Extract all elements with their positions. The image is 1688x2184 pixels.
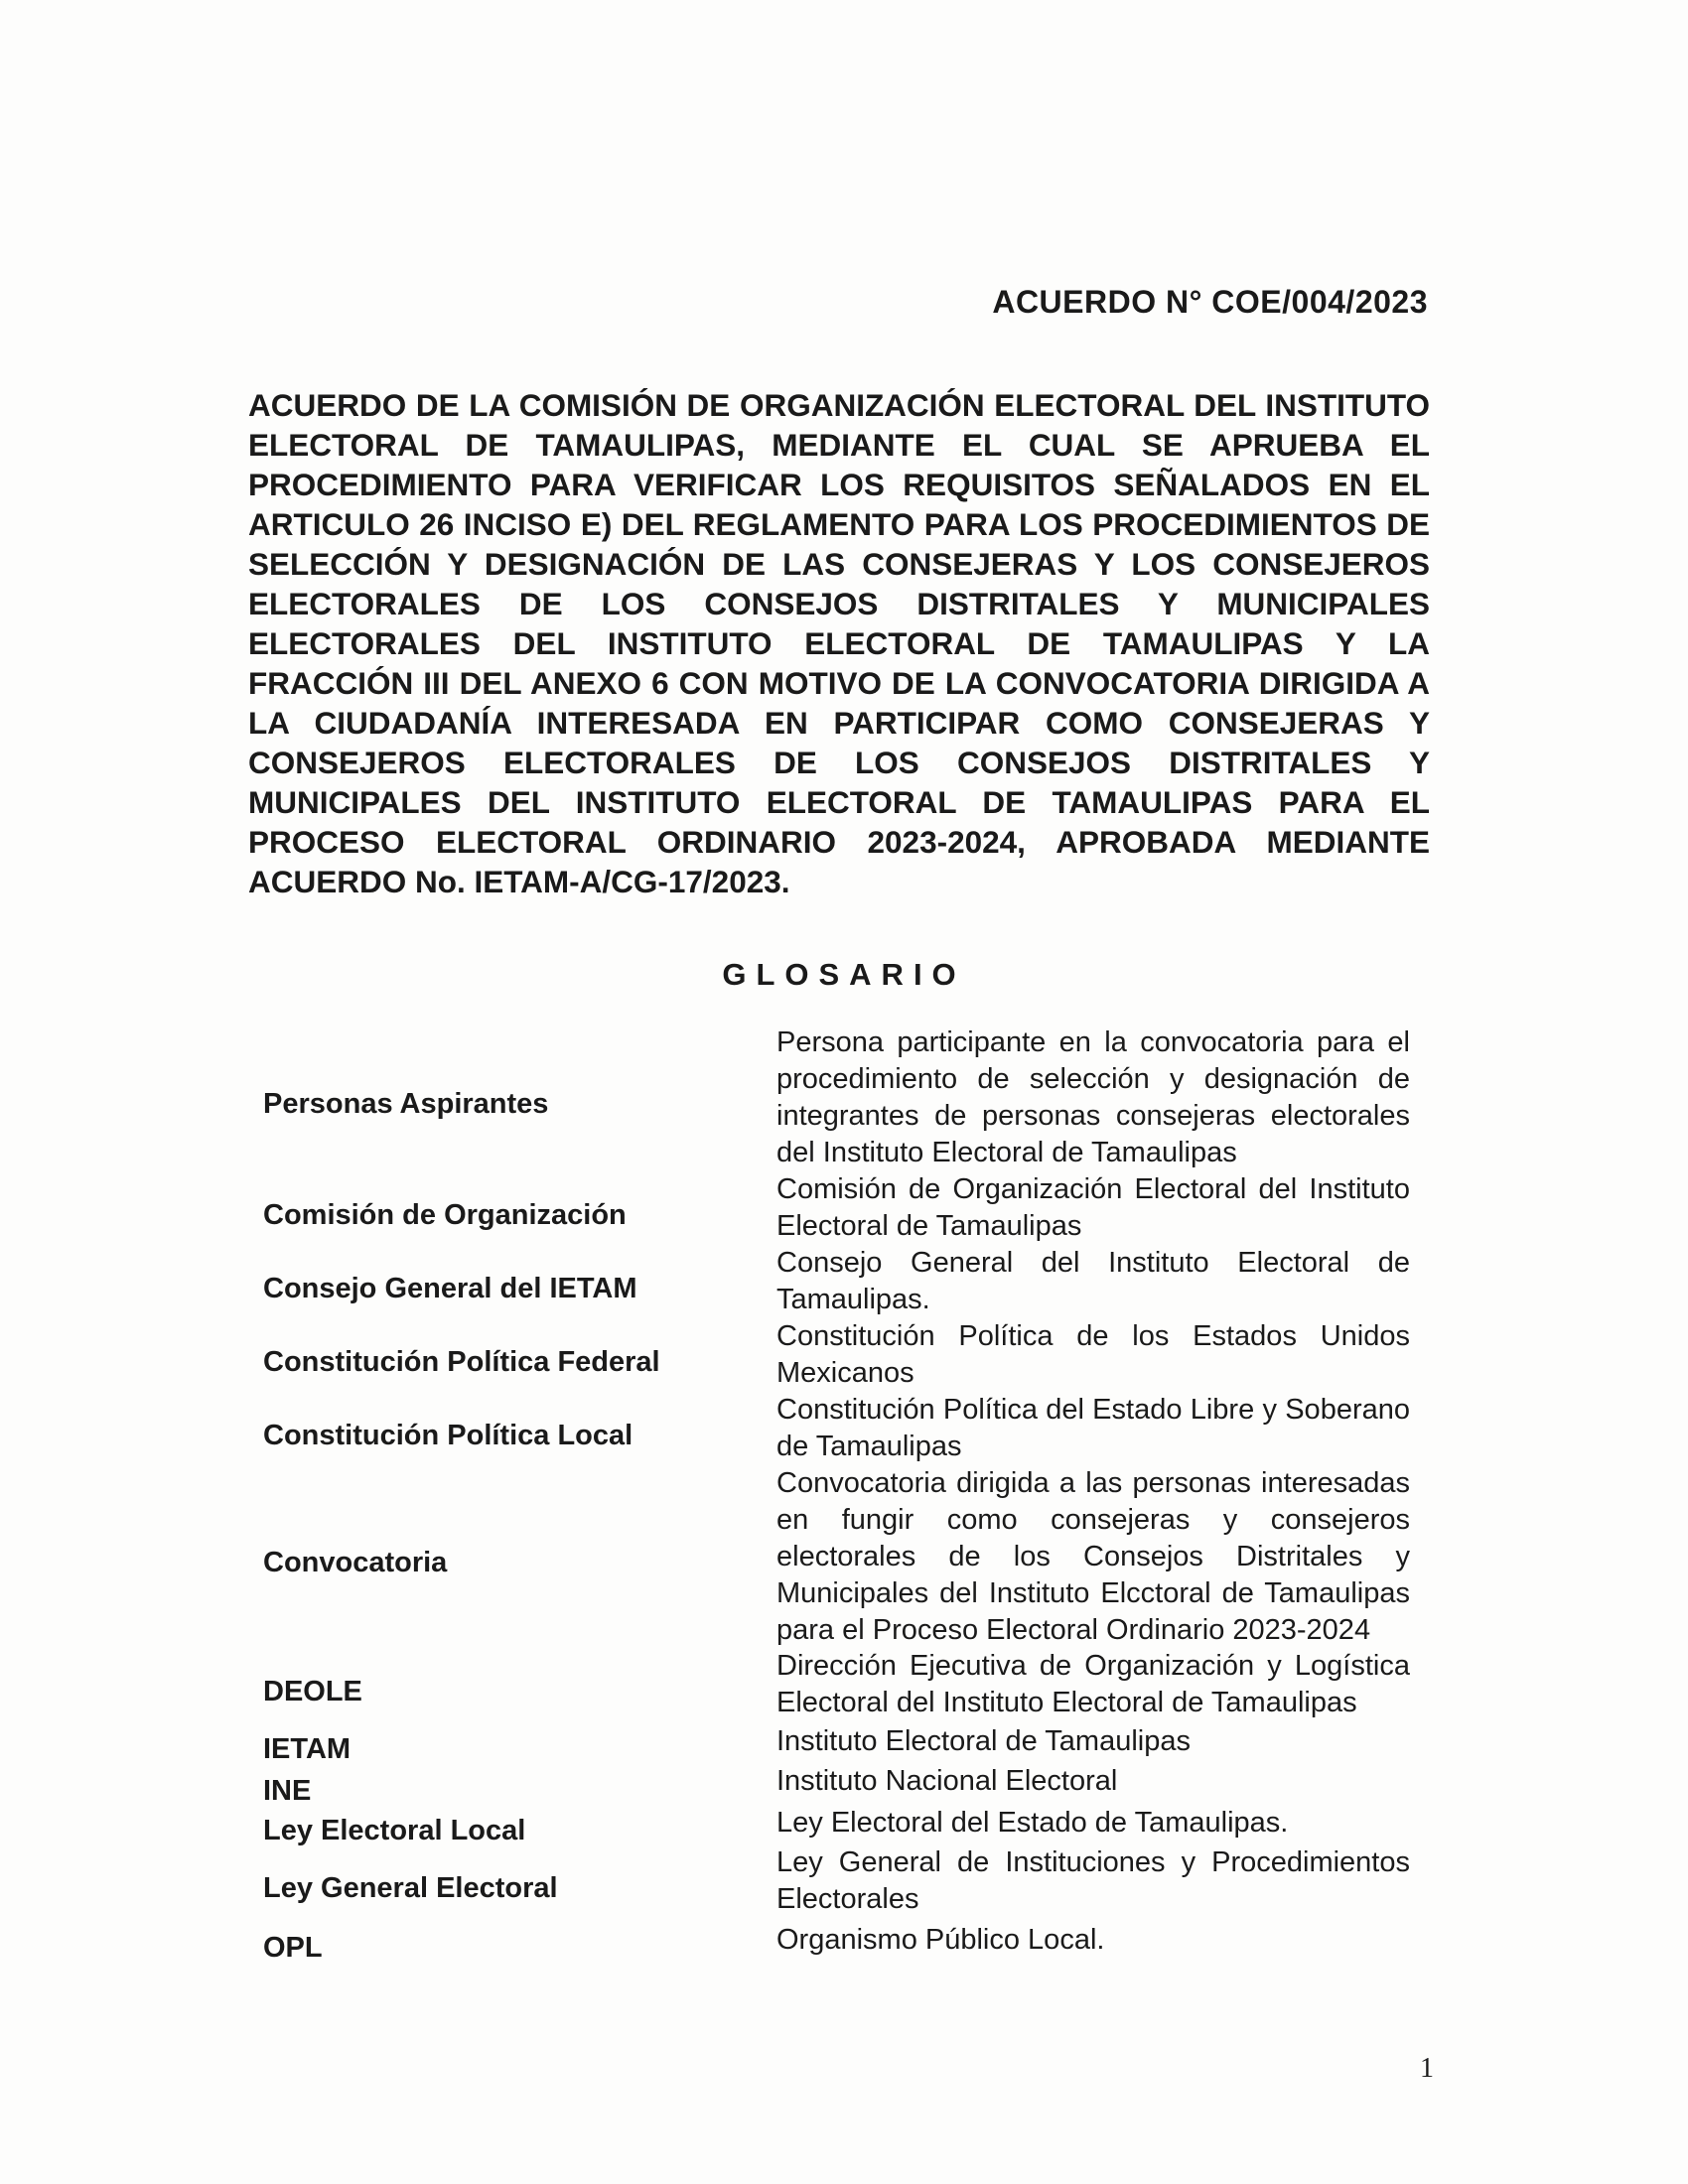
glossary-definition: Comisión de Organización Electoral del Instituto Electoral de Tamaulipas [776,1173,1410,1242]
glossary-definition: Convocatoria dirigida a las personas interesadas en fungir como consejeras y consejeros electorales de los Consejos Distritales y Municipales del Instituto Elcctoral de Tamaulipas para el Proceso Electoral Ordinario 2023-2024 [776,1467,1410,1646]
glossary-term: INE [263,1775,312,1807]
glossary-definition: Instituto Electoral de Tamaulipas [776,1725,1191,1757]
agreement-number: ACUERDO N° COE/004/2023 [992,284,1428,320]
glossary-term: Ley Electoral Local [263,1815,526,1846]
page-number: 1 [1420,2053,1434,2084]
glossary-definition: Constitución Política de los Estados Unidos Mexicanos [776,1320,1410,1389]
glossary-term: Convocatoria [263,1547,448,1578]
glossary-term: Constitución Política Federal [263,1346,660,1378]
glossary-definition: Organismo Público Local. [776,1924,1105,1956]
glossary-heading: GLOSARIO [722,957,966,992]
glossary-term: Comisión de Organización [263,1199,627,1231]
glossary-definition: Ley General de Instituciones y Procedimientos Electorales [776,1846,1410,1915]
glossary-definition: Constitución Política del Estado Libre y Soberano de Tamaulipas [776,1394,1410,1462]
glossary-definition: Persona participante en la convocatoria para el procedimiento de selección y designación de integrantes de personas consejeras electorales del Instituto Electoral de Tamaulipas [776,1026,1410,1168]
glossary-definition: Consejo General del Instituto Electoral de Tamaulipas. [776,1247,1410,1315]
glossary-definition: Instituto Nacional Electoral [776,1765,1118,1797]
glossary-term: DEOLE [263,1676,362,1707]
glossary-definition: Ley Electoral del Estado de Tamaulipas. [776,1807,1289,1839]
glossary-term: Personas Aspirantes [263,1088,549,1120]
glossary-definition: Dirección Ejecutiva de Organización y Logística Electoral del Instituto Electoral de Tamaulipas [776,1650,1410,1718]
agreement-title: ACUERDO DE LA COMISIÓN DE ORGANIZACIÓN ELECTORAL DEL INSTITUTO ELECTORAL DE TAMAULIPAS, MEDIANTE EL CUAL SE APRUEBA EL PROCEDIMIENTO PARA VERIFICAR LOS REQUISITOS SEÑALADOS EN EL ARTICULO 26 INCISO E) DEL REGLAMENTO PARA LOS PROCEDIMIENTOS DE SELECCIÓN Y DESIGNACIÓN DE LAS CONSEJERAS Y LOS CONSEJEROS ELECTORALES DE LOS CONSEJOS DISTRITALES Y MUNICIPALES ELECTORALES DEL INSTITUTO ELECTORAL DE TAMAULIPAS Y LA FRACCIÓN III DEL ANEXO 6 CON MOTIVO DE LA CONVOCATORIA DIRIGIDA A LA CIUDADANÍA INTERESADA EN PARTICIPAR COMO CONSEJERAS Y CONSEJEROS ELECTORALES DE LOS CONSEJOS DISTRITALES Y MUNICIPALES DEL INSTITUTO ELECTORAL DE TAMAULIPAS PARA EL PROCESO ELECTORAL ORDINARIO 2023-2024, APROBADA MEDIANTE ACUERDO No. IETAM-A/CG-17/2023. [248,387,1430,899]
glossary-term: Consejo General del IETAM [263,1273,637,1304]
glossary-term: Constitución Política Local [263,1420,633,1451]
glossary-term: IETAM [263,1733,352,1765]
glossary-term: OPL [263,1932,323,1964]
glossary-term: Ley General Electoral [263,1872,558,1904]
